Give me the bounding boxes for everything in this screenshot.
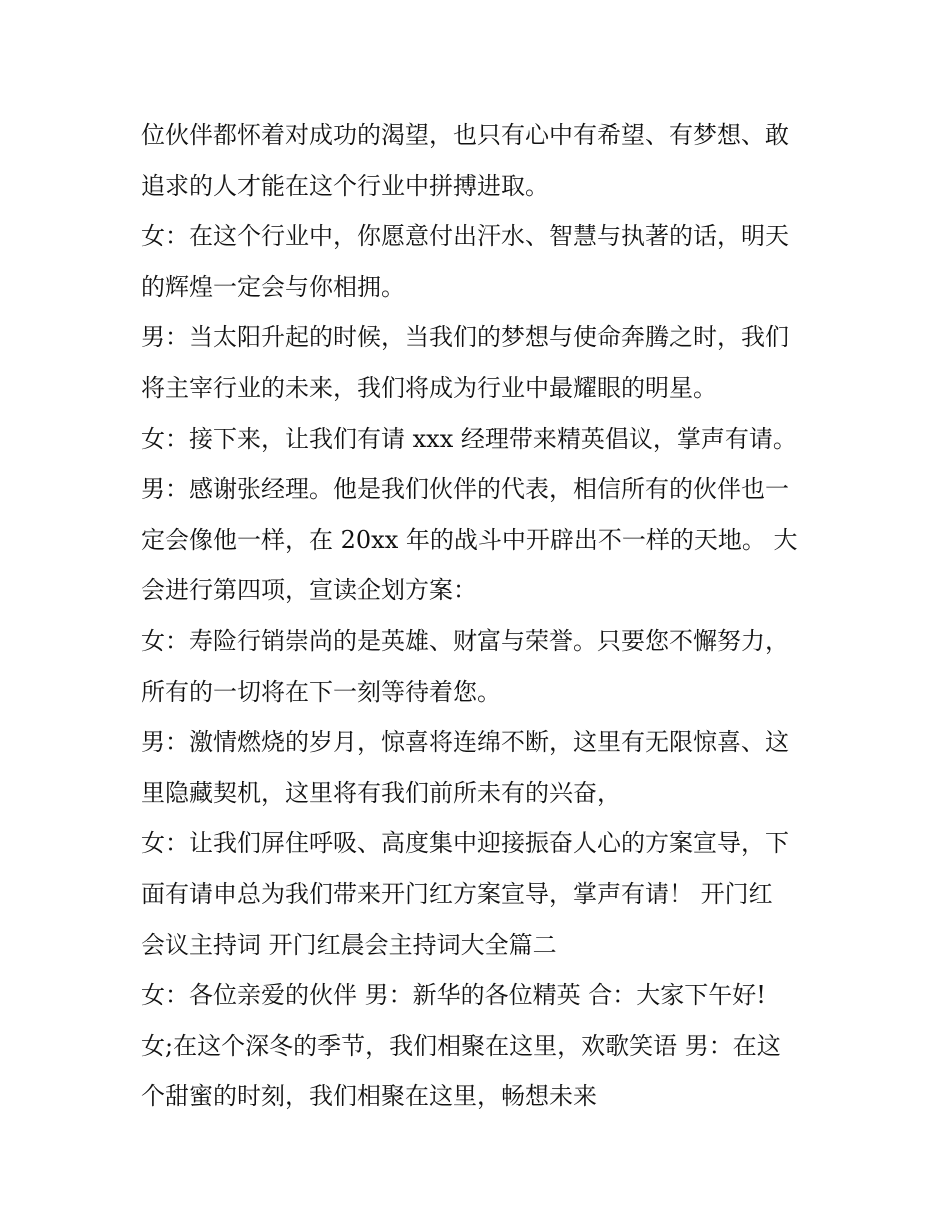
text-line: 男：感谢张经理。他是我们伙伴的代表，相信所有的伙伴也一: [141, 475, 789, 504]
text-line: 会议主持词 开门红晨会主持词大全篇二: [141, 930, 557, 959]
text-line: 女：接下来，让我们有请 xxx 经理带来精英倡议，掌声有请。: [141, 424, 797, 453]
text-line: 里隐藏契机，这里将有我们前所未有的兴奋，: [141, 778, 621, 807]
text-line: 女;在这个深冬的季节，我们相聚在这里，欢歌笑语 男：在这: [141, 1031, 781, 1060]
text-line: 男：当太阳升起的时候，当我们的梦想与使命奔腾之时，我们: [141, 323, 789, 352]
text-line: 所有的一切将在下一刻等待着您。: [141, 677, 501, 706]
text-line: 女：在这个行业中，你愿意付出汗水、智慧与执著的话，明天: [141, 222, 789, 251]
text-line: 面有请申总为我们带来开门红方案宣导，掌声有请！ 开门红: [141, 879, 773, 908]
text-line: 定会像他一样，在 20xx 年的战斗中开辟出不一样的天地。 大: [141, 525, 798, 554]
document-body: [141, 110, 821, 1122]
text-line: 女：各位亲爱的伙伴 男：新华的各位精英 合：大家下午好!: [141, 981, 766, 1010]
text-line: 会进行第四项，宣读企划方案：: [141, 576, 477, 605]
text-line: 男：激情燃烧的岁月，惊喜将连绵不断，这里有无限惊喜、这: [141, 728, 789, 757]
text-line: 将主宰行业的未来，我们将成为行业中最耀眼的明星。: [141, 373, 717, 402]
text-line: 追求的人才能在这个行业中拼搏进取。: [141, 171, 549, 200]
text-line: 个甜蜜的时刻，我们相聚在这里，畅想未来: [141, 1082, 597, 1111]
text-line: 女：让我们屏住呼吸、高度集中迎接振奋人心的方案宣导，下: [141, 829, 789, 858]
text-line: 女：寿险行销崇尚的是英雄、财富与荣誉。只要您不懈努力，: [141, 626, 789, 655]
text-line: 的辉煌一定会与你相拥。: [141, 272, 405, 301]
text-line: 位伙伴都怀着对成功的渴望，也只有心中有希望、有梦想、敢: [141, 121, 789, 149]
